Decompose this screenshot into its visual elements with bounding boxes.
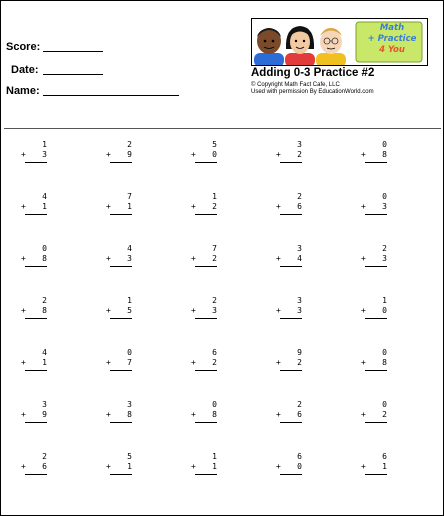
addend-top: 5 [127,452,132,461]
addend-bottom-row [191,202,221,212]
addend-bottom: 8 [42,306,47,315]
addition-problem [361,244,391,267]
addend-top: 6 [297,452,302,461]
answer-line [280,214,302,215]
addend-top: 0 [42,244,47,253]
addend-bottom-row [191,306,221,316]
addend-bottom: 9 [42,410,47,419]
addend-bottom-row [191,410,221,420]
addition-problem [276,192,306,215]
addend-bottom: 2 [382,410,387,419]
addend-top: 9 [297,348,302,357]
addition-problem [361,140,391,163]
addend-bottom: 2 [212,254,217,263]
addition-problem [106,192,136,215]
addend-bottom-row [276,150,306,160]
addend-top: 1 [212,192,217,201]
answer-line [365,318,387,319]
addition-problem [106,244,136,267]
addend-top: 1 [212,452,217,461]
problem-grid [1,1,443,515]
addend-bottom: 7 [127,358,132,367]
permission-text: Used with permission By EducationWorld.com [251,89,374,95]
answer-line [110,266,132,267]
answer-line [195,162,217,163]
answer-line [110,370,132,371]
addition-problem [191,452,221,475]
answer-line [110,318,132,319]
addend-bottom: 3 [382,202,387,211]
plus-sign: + [276,358,281,367]
answer-line [280,162,302,163]
addition-problem [21,348,51,371]
addend-bottom: 8 [212,410,217,419]
addition-problem [21,452,51,475]
addend-top: 0 [382,348,387,357]
addition-problem [361,452,391,475]
addend-bottom: 2 [212,358,217,367]
plus-sign: + [21,410,26,419]
addend-bottom-row [361,202,391,212]
addition-problem [21,140,51,163]
plus-sign: + [276,306,281,315]
addend-bottom-row [191,254,221,264]
answer-line [195,318,217,319]
plus-sign: + [21,358,26,367]
page-title: Adding 0-3 Practice #2 [251,67,375,79]
logo-line3: 4 You [379,45,405,55]
addend-bottom: 1 [127,202,132,211]
answer-line [110,162,132,163]
addend-bottom: 0 [297,462,302,471]
plus-sign: + [361,358,366,367]
plus-sign: + [21,306,26,315]
addend-top: 5 [212,140,217,149]
addend-top: 0 [212,400,217,409]
addend-bottom-row [21,410,51,420]
addend-bottom-row [361,306,391,316]
plus-sign: + [276,410,281,419]
addition-problem [106,296,136,319]
addend-bottom-row [361,254,391,264]
addend-top: 6 [212,348,217,357]
addend-bottom-row [21,358,51,368]
addend-top: 2 [297,400,302,409]
addend-top: 1 [127,296,132,305]
addition-problem [276,400,306,423]
answer-line [25,266,47,267]
answer-line [25,474,47,475]
addition-problem [361,400,391,423]
plus-sign: + [191,150,196,159]
answer-line [110,214,132,215]
addend-bottom: 3 [212,306,217,315]
addend-top: 4 [127,244,132,253]
addend-bottom: 6 [297,410,302,419]
answer-line [280,474,302,475]
addition-problem [276,348,306,371]
addend-top: 3 [42,400,47,409]
answer-line [365,370,387,371]
plus-sign: + [361,410,366,419]
plus-sign: + [21,462,26,471]
addition-problem [106,400,136,423]
addend-top: 2 [212,296,217,305]
addend-bottom-row [106,358,136,368]
answer-line [365,422,387,423]
plus-sign: + [361,306,366,315]
addend-bottom-row [106,462,136,472]
addend-bottom-row [276,202,306,212]
plus-sign: + [21,202,26,211]
addend-bottom: 6 [42,462,47,471]
answer-line [25,422,47,423]
addend-top: 0 [382,192,387,201]
addend-top: 1 [42,140,47,149]
addend-top: 3 [297,140,302,149]
addend-bottom: 1 [42,358,47,367]
addition-problem [276,452,306,475]
plus-sign: + [191,254,196,263]
plus-sign: + [106,358,111,367]
addition-problem [191,348,221,371]
plus-sign: + [276,150,281,159]
addend-bottom-row [21,462,51,472]
addend-bottom: 1 [382,462,387,471]
addend-bottom: 2 [212,202,217,211]
answer-line [195,474,217,475]
addend-top: 7 [127,192,132,201]
plus-sign: + [191,410,196,419]
addend-bottom-row [21,150,51,160]
addend-bottom: 8 [127,410,132,419]
addition-problem [191,400,221,423]
addition-problem [191,296,221,319]
answer-line [195,214,217,215]
addition-problem [106,348,136,371]
addend-top: 1 [382,296,387,305]
answer-line [25,318,47,319]
addend-bottom-row [191,462,221,472]
plus-sign: + [106,254,111,263]
addend-top: 3 [127,400,132,409]
addend-bottom-row [361,410,391,420]
addend-top: 7 [212,244,217,253]
answer-line [280,422,302,423]
plus-sign: + [191,462,196,471]
score-label: Score: [6,41,41,53]
copyright-text: © Copyright Math Fact Cafe, LLC [251,82,340,88]
addend-bottom-row [276,254,306,264]
addend-bottom-row [361,358,391,368]
addend-top: 0 [127,348,132,357]
addition-problem [21,296,51,319]
plus-sign: + [361,462,366,471]
addend-bottom-row [276,410,306,420]
answer-line [195,266,217,267]
addition-problem [361,296,391,319]
addition-problem [276,296,306,319]
addend-bottom: 3 [382,254,387,263]
answer-line [195,370,217,371]
plus-sign: + [106,462,111,471]
addend-bottom: 5 [127,306,132,315]
plus-sign: + [276,202,281,211]
addend-top: 3 [297,244,302,253]
plus-sign: + [106,410,111,419]
addend-top: 6 [382,452,387,461]
answer-line [195,422,217,423]
addend-bottom-row [106,150,136,160]
addend-bottom-row [276,462,306,472]
date-label: Date: [11,64,39,76]
answer-line [280,266,302,267]
addend-top: 4 [42,348,47,357]
answer-line [25,214,47,215]
answer-line [25,162,47,163]
addend-top: 2 [42,452,47,461]
addend-bottom: 2 [297,150,302,159]
addend-top: 0 [382,140,387,149]
addition-problem [21,192,51,215]
addend-top: 2 [297,192,302,201]
addition-problem [21,400,51,423]
addition-problem [191,140,221,163]
addend-top: 0 [382,400,387,409]
addend-bottom: 0 [212,150,217,159]
addend-bottom-row [106,254,136,264]
plus-sign: + [21,254,26,263]
addition-problem [191,244,221,267]
addend-bottom-row [21,306,51,316]
addition-problem [361,348,391,371]
addend-top: 3 [297,296,302,305]
addend-bottom: 3 [297,306,302,315]
plus-sign: + [21,150,26,159]
plus-sign: + [276,462,281,471]
plus-sign: + [106,150,111,159]
answer-line [365,266,387,267]
plus-sign: + [361,150,366,159]
addend-top: 4 [42,192,47,201]
addend-bottom: 3 [42,150,47,159]
addend-bottom: 0 [382,306,387,315]
plus-sign: + [361,254,366,263]
addition-problem [106,140,136,163]
answer-line [110,474,132,475]
name-label: Name: [6,85,40,97]
addend-bottom: 9 [127,150,132,159]
addend-bottom: 1 [212,462,217,471]
answer-line [365,214,387,215]
addend-bottom: 8 [382,358,387,367]
addend-bottom: 4 [297,254,302,263]
addend-bottom: 1 [127,462,132,471]
logo-line1: Math [379,23,405,33]
plus-sign: + [191,358,196,367]
addend-bottom-row [361,150,391,160]
addend-bottom-row [191,150,221,160]
addition-problem [21,244,51,267]
addend-bottom-row [106,410,136,420]
addend-bottom: 2 [297,358,302,367]
addend-top: 2 [127,140,132,149]
addend-bottom-row [21,254,51,264]
addend-bottom: 1 [42,202,47,211]
plus-sign: + [361,202,366,211]
addition-problem [276,244,306,267]
addition-problem [191,192,221,215]
addend-bottom: 8 [42,254,47,263]
plus-sign: + [276,254,281,263]
addend-bottom: 8 [382,150,387,159]
addend-top: 2 [42,296,47,305]
addend-bottom-row [106,306,136,316]
plus-sign: + [106,306,111,315]
addend-bottom-row [276,358,306,368]
logo-line2: + Practice [367,34,417,44]
plus-sign: + [191,306,196,315]
addend-bottom: 6 [297,202,302,211]
answer-line [365,474,387,475]
answer-line [280,370,302,371]
plus-sign: + [191,202,196,211]
addition-problem [361,192,391,215]
addend-bottom-row [361,462,391,472]
addend-top: 2 [382,244,387,253]
plus-sign: + [106,202,111,211]
answer-line [25,370,47,371]
answer-line [280,318,302,319]
addend-bottom-row [191,358,221,368]
answer-line [110,422,132,423]
addend-bottom: 3 [127,254,132,263]
addition-problem [106,452,136,475]
addend-bottom-row [276,306,306,316]
addition-problem [276,140,306,163]
addend-bottom-row [106,202,136,212]
answer-line [365,162,387,163]
addend-bottom-row [21,202,51,212]
